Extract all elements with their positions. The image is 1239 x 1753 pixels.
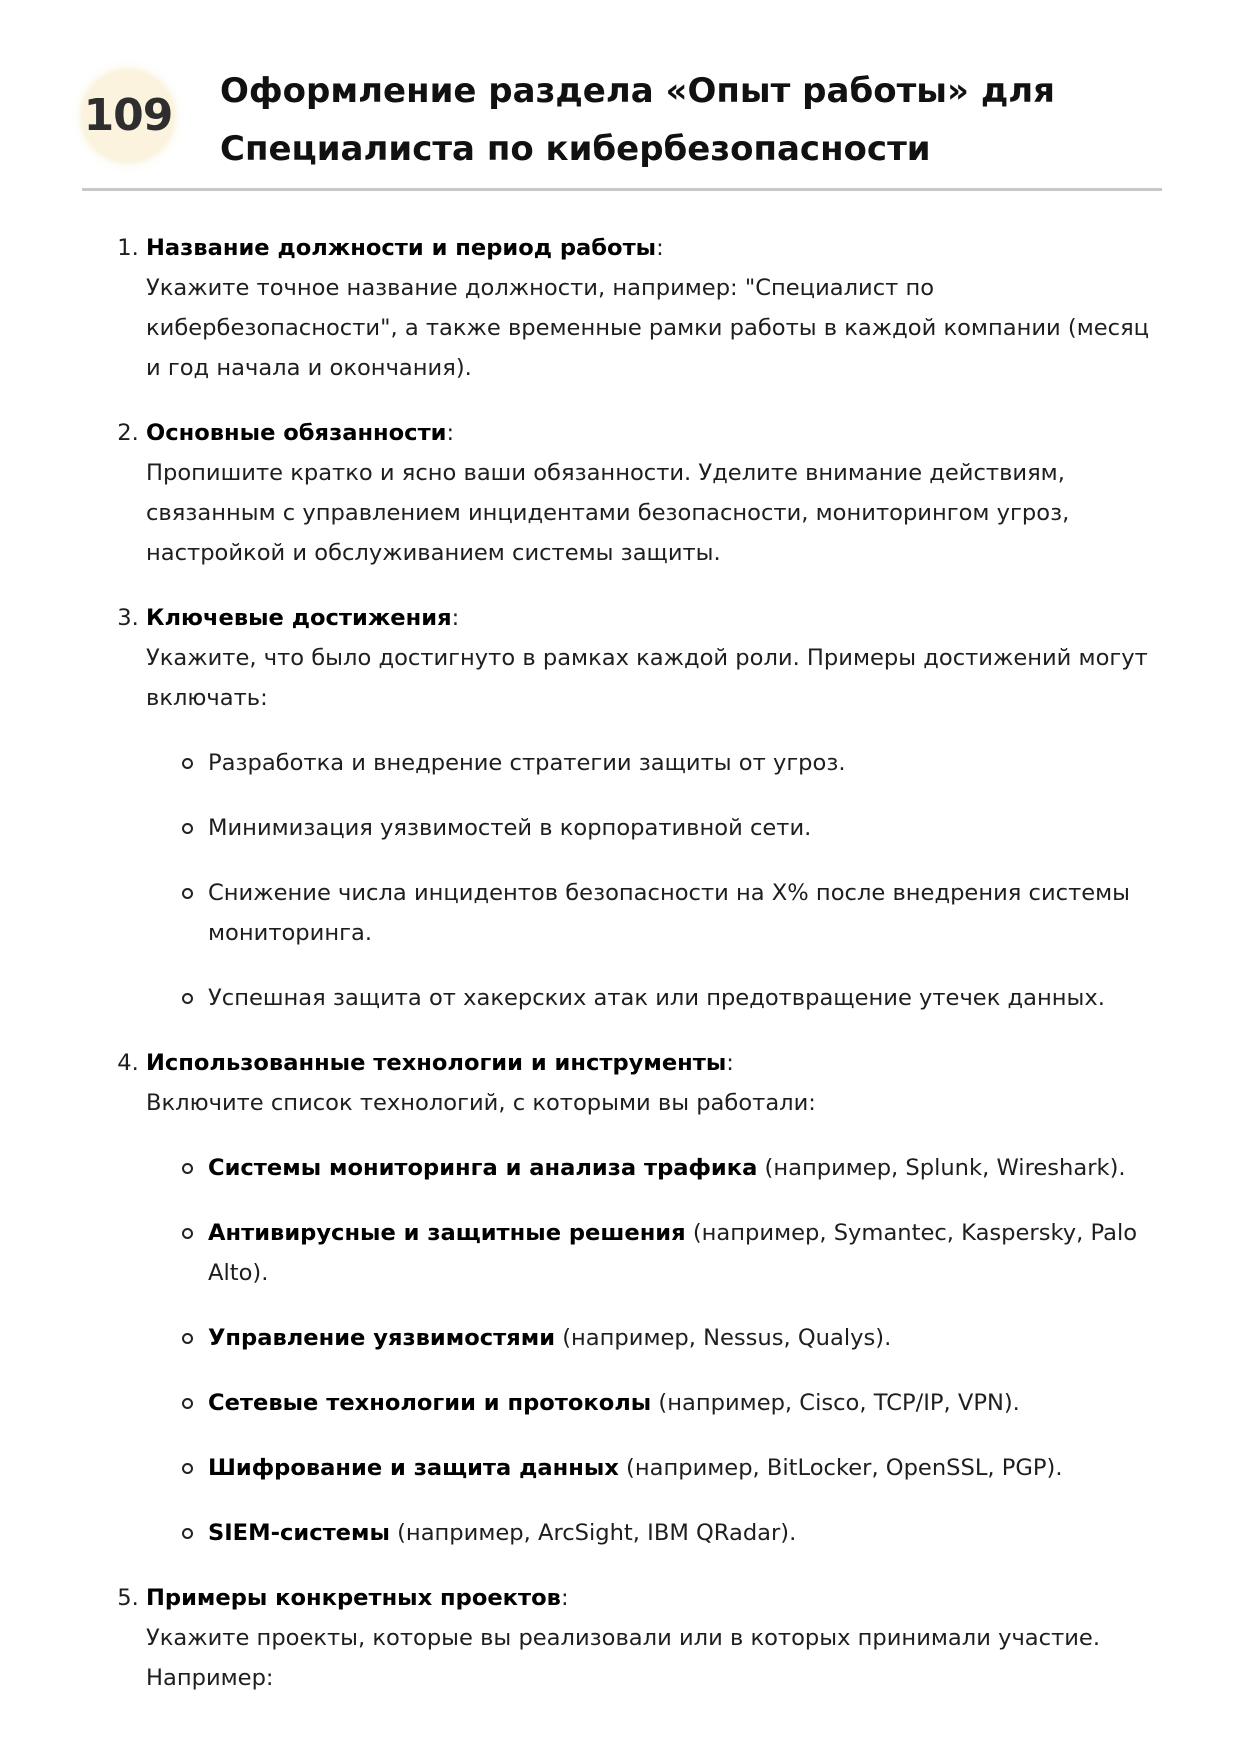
page-title-line-2: Специалиста по кибербезопасности [220, 129, 931, 169]
document-body [120, 228, 1170, 1723]
page-number: 109 [83, 90, 173, 141]
section-duties: 2. Основные обязанности: Пропишите кратко и ясно ваши обязанности. Уделите внимание действиям, связанным с управлением инцидентами безопасности, мониторингом угроз, настройкой и обслуживанием системы защиты. [146, 413, 1170, 573]
list-item [182, 1513, 1170, 1553]
tech-category: SIEM-системы [208, 1520, 390, 1546]
section-list [120, 228, 1170, 1698]
tech-category: Системы мониторинга и анализа трафика [208, 1155, 758, 1181]
section-title: Название должности и период работы [146, 235, 657, 261]
section-achievements: 3. Ключевые достижения: Укажите, что было достигнуто в рамках каждой роли. Примеры достижений могут включать: Разработка и внедрение стратегии защиты от угроз. Минимизация уязвимостей в корпоративной сети. Снижение числа инцидентов безопасности на X% после внедрения системы мониторинга. Успешная защита от хакерских атак или предотвращение утечек данных. [146, 598, 1170, 1018]
section-text: Укажите точное название должности, например: "Специалист по кибербезопасности", а также временные рамки работы в каждой компании (месяц и год начала и окончания). [146, 275, 1150, 381]
technologies-list [146, 1148, 1170, 1553]
section-title: Основные обязанности [146, 420, 447, 446]
tech-examples: (например, Splunk, Wireshark). [757, 1155, 1126, 1181]
section-title: Ключевые достижения [146, 605, 452, 631]
tech-examples: (например, BitLocker, OpenSSL, PGP). [618, 1455, 1063, 1481]
section-title: Использованные технологии и инструменты [146, 1050, 727, 1076]
page-title-line-1: Оформление раздела «Опыт работы» для [220, 71, 1056, 111]
list-item [182, 1448, 1170, 1488]
section-text: Пропишите кратко и ясно ваши обязанности. Уделите внимание действиям, связанным с управлением инцидентами безопасности, мониторингом угроз, настройкой и обслуживанием системы защиты. [146, 460, 1070, 566]
tech-examples: (например, Cisco, TCP/IP, VPN). [651, 1390, 1020, 1416]
list-item: Снижение числа инцидентов безопасности на X% после внедрения системы мониторинга. [182, 873, 1170, 953]
page-header [82, 58, 1162, 191]
tech-category: Сетевые технологии и протоколы [208, 1390, 652, 1416]
tech-category: Управление уязвимостями [208, 1325, 556, 1351]
tech-examples: (например, Nessus, Qualys). [555, 1325, 892, 1351]
tech-examples: (например, Symantec, Kaspersky, Palo Alto). [208, 1220, 1138, 1286]
section-text: Укажите проекты, которые вы реализовали или в которых принимали участие. Например: [146, 1625, 1101, 1691]
page-number-badge [82, 70, 174, 162]
tech-examples: (например, ArcSight, IBM QRadar). [389, 1520, 797, 1546]
tech-category: Шифрование и защита данных [208, 1455, 619, 1481]
section-technologies: 4. Использованные технологии и инструменты: Включите список технологий, с которыми вы работали: Системы мониторинга и анализа трафика (например, Splunk, Wireshark). Антивирусные и защитные решения (например, Symantec, Kaspersky, Palo Alto). Управление уязвимостями (например, Nessus, Qualys). Сетевые технологии и протоколы (например, Cisco, TCP/IP, VPN). Шифрование и защита данных (например, BitLocker, OpenSSL, PGP). SIEM-системы (например, ArcSight, IBM QRadar). [146, 1043, 1170, 1553]
page-title [220, 62, 1160, 178]
tech-category: Антивирусные и защитные решения [208, 1220, 686, 1246]
section-title: Примеры конкретных проектов [146, 1585, 561, 1611]
list-item [182, 1383, 1170, 1423]
list-item [182, 1148, 1170, 1188]
list-item: Минимизация уязвимостей в корпоративной сети. [182, 808, 1170, 848]
achievements-list [146, 743, 1170, 1018]
section-text: Включите список технологий, с которыми вы работали: [146, 1090, 816, 1116]
section-job-title: 1. Название должности и период работы: Укажите точное название должности, например: "Специалист по кибербезопасности", а также временные рамки работы в каждой компании (месяц и год начала и окончания). [146, 228, 1170, 388]
section-projects: 5. Примеры конкретных проектов: Укажите проекты, которые вы реализовали или в которых принимали участие. Например: [146, 1578, 1170, 1698]
list-item: Успешная защита от хакерских атак или предотвращение утечек данных. [182, 978, 1170, 1018]
list-item [182, 1318, 1170, 1358]
list-item [182, 1213, 1170, 1293]
section-text: Укажите, что было достигнуто в рамках каждой роли. Примеры достижений могут включать: [146, 645, 1148, 711]
list-item: Разработка и внедрение стратегии защиты от угроз. [182, 743, 1170, 783]
